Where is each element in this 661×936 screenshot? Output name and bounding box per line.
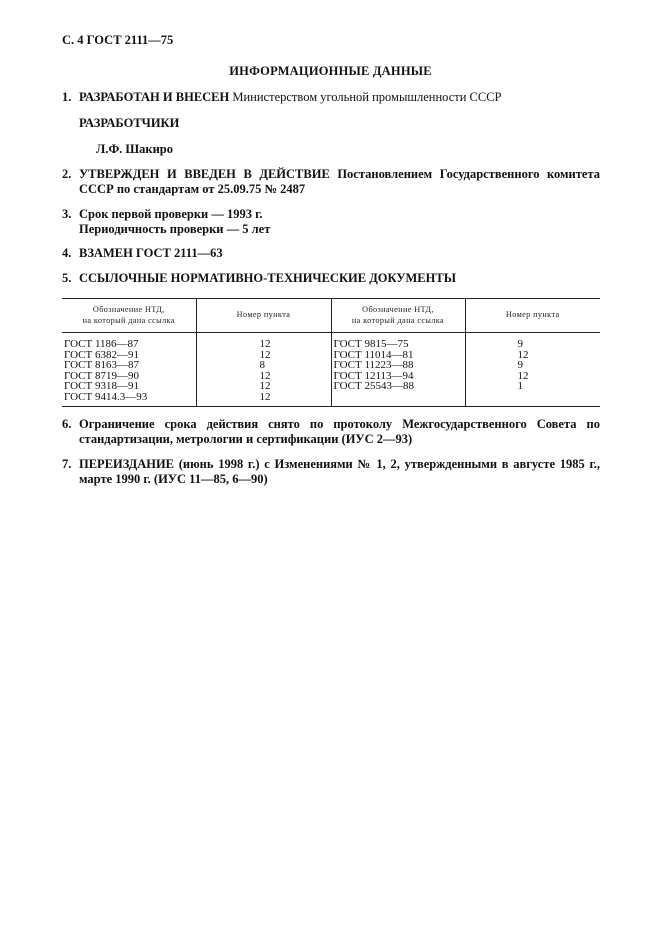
item-1 [62, 90, 600, 105]
table-cell-value: 9 [517, 359, 523, 371]
table-cell-value: 12 [259, 369, 271, 382]
left-point-cell [196, 333, 331, 407]
table-cell-value: ГОСТ 9815—75 [333, 338, 409, 350]
item-7 [62, 457, 600, 487]
item-body: ССЫЛОЧНЫЕ НОРМАТИВНО-ТЕХНИЧЕСКИЕ ДОКУМЕНТЫ [79, 271, 456, 285]
item-text: Министерством угольной промышленности СССР [229, 90, 502, 104]
header-line: на который дана ссылка [351, 315, 445, 325]
item-lead: УТВЕРЖДЕН И ВВЕДЕН В ДЕЙСТВИЕ [79, 167, 330, 181]
reference-documents-table [62, 298, 600, 407]
item-5 [62, 271, 600, 286]
table-cell-value: 12 [517, 369, 529, 382]
table-cell-value: ГОСТ 1186—87 [64, 338, 139, 350]
right-designation-cell [331, 333, 465, 407]
table-body-row [62, 333, 600, 407]
column-header-point: Номер пункта [196, 299, 331, 333]
table-cell-value: 12 [259, 338, 271, 350]
item-number: 3. [62, 207, 72, 221]
item-6 [62, 417, 600, 447]
column-header-designation [62, 299, 196, 333]
table-cell-value: 8 [259, 359, 265, 371]
table-header-row [62, 299, 600, 333]
section-title: ИНФОРМАЦИОННЫЕ ДАННЫЕ [229, 64, 432, 78]
item-number: 6. [62, 417, 72, 431]
table-cell-value: 12 [259, 380, 271, 392]
table-cell-value: ГОСТ 6382—91 [64, 348, 139, 361]
item-line: Срок первой проверки — 1993 г. [79, 207, 263, 221]
item-2 [62, 167, 600, 197]
item-lead: РАЗРАБОТАН И ВНЕСЕН [79, 90, 230, 104]
table-cell-value: 9 [517, 338, 523, 350]
column-header-point: Номер пункта [465, 299, 600, 333]
item-number: 4. [62, 246, 72, 260]
table-cell-value: 12 [259, 390, 271, 403]
item-number: 1. [62, 90, 72, 104]
item-body: ВЗАМЕН ГОСТ 2111—63 [79, 246, 223, 260]
item-3 [62, 207, 600, 237]
item-4 [62, 246, 600, 261]
item-text: Постановлением Государственного комитета СССР по стандартам от 25.09.75 № 2487 [79, 167, 600, 196]
developer-name: Л.Ф. Шакиро [96, 142, 174, 156]
table-cell-value: ГОСТ 11014—81 [333, 348, 414, 361]
item-body [79, 167, 600, 197]
item-text: (июнь 1998 г.) с Изменениями № 1, 2, утвержденными в августе 1985 г., марте 1990 г. (ИУС 11—85, 6—90) [79, 457, 600, 486]
developers-title: РАЗРАБОТЧИКИ [79, 116, 180, 130]
header-line: Обозначение НТД, [362, 305, 434, 314]
item-line: Периодичность проверки — 5 лет [79, 222, 271, 236]
table-cell-value: ГОСТ 9414.3—93 [64, 390, 148, 403]
table-cell-value: 12 [517, 348, 529, 361]
item-number: 5. [62, 271, 72, 285]
column-header-designation [331, 299, 465, 333]
table-cell-value: ГОСТ 12113—94 [333, 369, 414, 382]
table-cell-value: ГОСТ 9318—91 [64, 380, 139, 392]
table-cell-value: 12 [259, 348, 271, 361]
item-number: 2. [62, 167, 72, 181]
table-cell-value: ГОСТ 8719—90 [64, 369, 139, 382]
item-lead: ПЕРЕИЗДАНИЕ [79, 457, 175, 471]
running-header: С. 4 ГОСТ 2111—75 [62, 33, 174, 47]
header-line: Обозначение НТД, [92, 305, 165, 314]
right-point-cell [465, 333, 600, 407]
table-cell-value: 1 [517, 380, 523, 392]
item-body [79, 207, 600, 237]
item-body: Ограничение срока действия снято по протоколу Межгосударственного Совета по стандартизации, метрологии и сертификации (ИУС 2—93) [79, 417, 600, 446]
item-body [79, 457, 600, 487]
table-cell-value: ГОСТ 8163—87 [64, 359, 139, 371]
item-number: 7. [62, 457, 72, 471]
header-line: на который дана ссылка [82, 315, 175, 325]
table-cell-value: ГОСТ 11223—88 [333, 359, 414, 371]
left-designation-cell [62, 333, 196, 407]
item-body [79, 90, 600, 105]
table-cell-value: ГОСТ 25543—88 [333, 380, 414, 392]
